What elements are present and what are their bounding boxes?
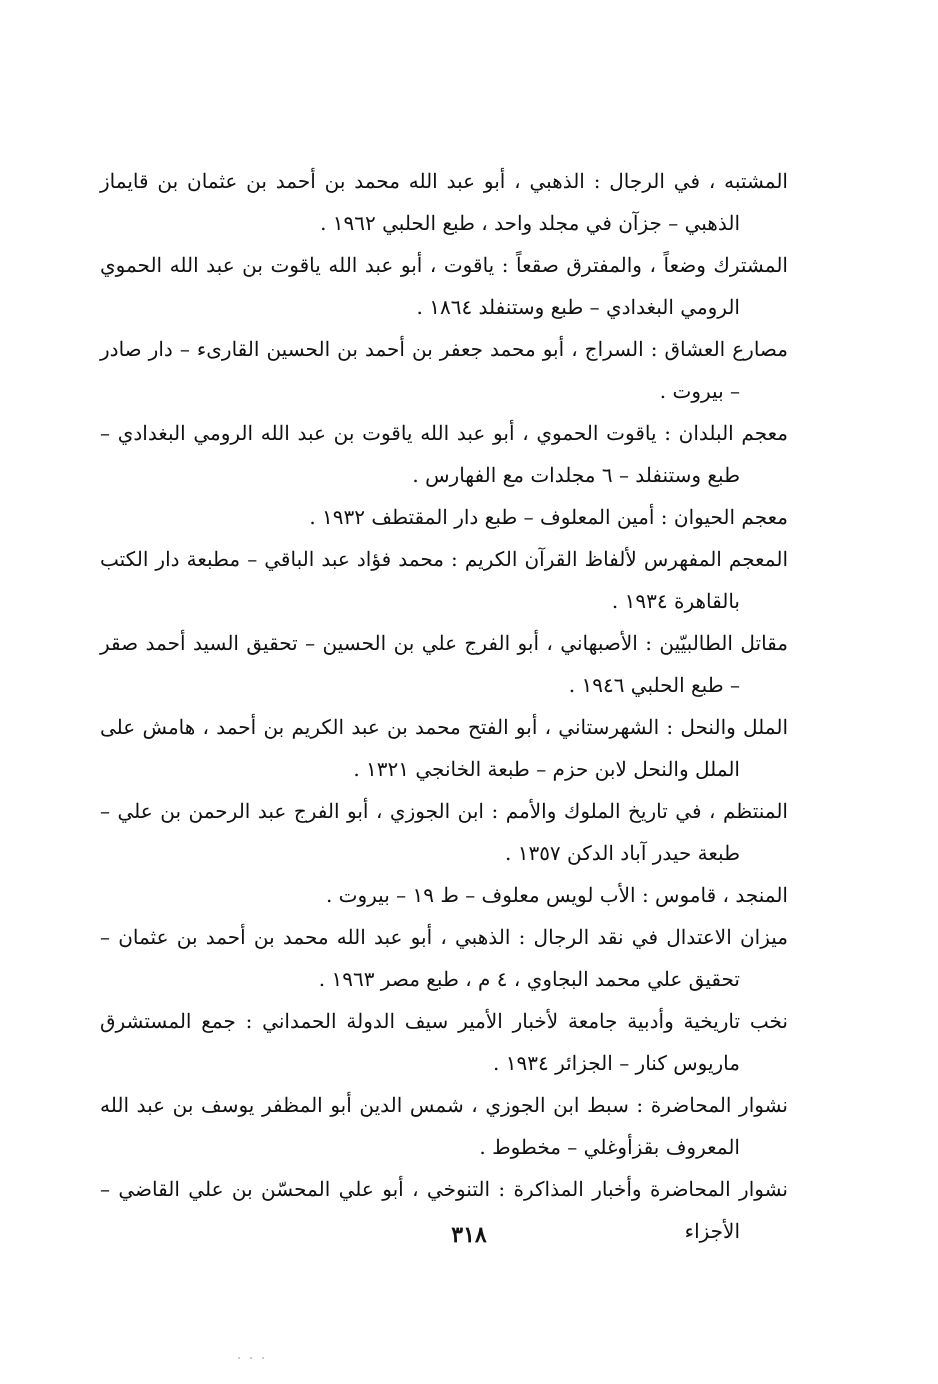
bibliography-entry: نشوار المحاضرة وأخبار المذاكرة : التنوخي ، أبو علي المحسّن بن علي القاضي – الأجزاء <box>100 1177 788 1243</box>
bibliography-entry: المنتظم ، في تاريخ الملوك والأمم : ابن الجوزي ، أبو الفرج عبد الرحمن بن علي – طبعة حيدر آباد الدكن ١٣٥٧ . <box>100 799 788 865</box>
bibliography-entry: المعجم المفهرس لألفاظ القرآن الكريم : محمد فؤاد عبد الباقي – مطبعة دار الكتب بالقاهرة ١٩٣٤ . <box>100 547 788 613</box>
bibliography-entry: المشترك وضعاً ، والمفترق صقعاً : ياقوت ، أبو عبد الله ياقوت بن عبد الله الحموي الرومي البغدادي – طبع وستنفلد ١٨٦٤ . <box>100 253 788 319</box>
bibliography-entry: نخب تاريخية وأدبية جامعة لأخبار الأمير سيف الدولة الحمداني : جمع المستشرق ماريوس كنار – الجزائر ١٩٣٤ . <box>100 1009 788 1075</box>
scan-speck <box>238 1357 266 1360</box>
bibliography-entry: مقاتل الطالبيّين : الأصبهاني ، أبو الفرج علي بن الحسين – تحقيق السيد أحمد صقر – طبع الحلبي ١٩٤٦ . <box>100 631 788 697</box>
bibliography-entry: نشوار المحاضرة : سبط ابن الجوزي ، شمس الدين أبو المظفر يوسف بن عبد الله المعروف بقزأوغلي – مخطوط . <box>100 1093 788 1159</box>
bibliography-entry: معجم الحيوان : أمين المعلوف – طبع دار المقتطف ١٩٣٢ . <box>309 505 788 529</box>
bibliography-entry: مصارع العشاق : السراج ، أبو محمد جعفر بن أحمد بن الحسين القارىء – دار صادر – بيروت . <box>100 337 788 403</box>
bibliography-entry: المشتبه ، في الرجال : الذهبي ، أبو عبد الله محمد بن أحمد بن عثمان بن قايماز الذهبي – جزآن في مجلد واحد ، طبع الحلبي ١٩٦٢ . <box>100 169 788 235</box>
bibliography-entry: ميزان الاعتدال في نقد الرجال : الذهبي ، أبو عبد الله محمد بن أحمد بن عثمان – تحقيق علي محمد البجاوي ، ٤ م ، طبع مصر ١٩٦٣ . <box>100 925 788 991</box>
bibliography-entry: الملل والنحل : الشهرستاني ، أبو الفتح محمد بن عبد الكريم بن أحمد ، هامش على الملل والنحل لابن حزم – طبعة الخانجي ١٣٢١ . <box>100 715 788 781</box>
bibliography-entry: معجم البلدان : ياقوت الحموي ، أبو عبد الله ياقوت بن عبد الله الرومي البغدادي – طبع وستنفلد – ٦ مجلدات مع الفهارس . <box>100 421 788 487</box>
bibliography-entry: المنجد ، قاموس : الأب لويس معلوف – ط ١٩ – بيروت . <box>325 883 788 907</box>
bibliography-list <box>100 160 788 1252</box>
page-number: ٣١٨ <box>451 1222 487 1248</box>
